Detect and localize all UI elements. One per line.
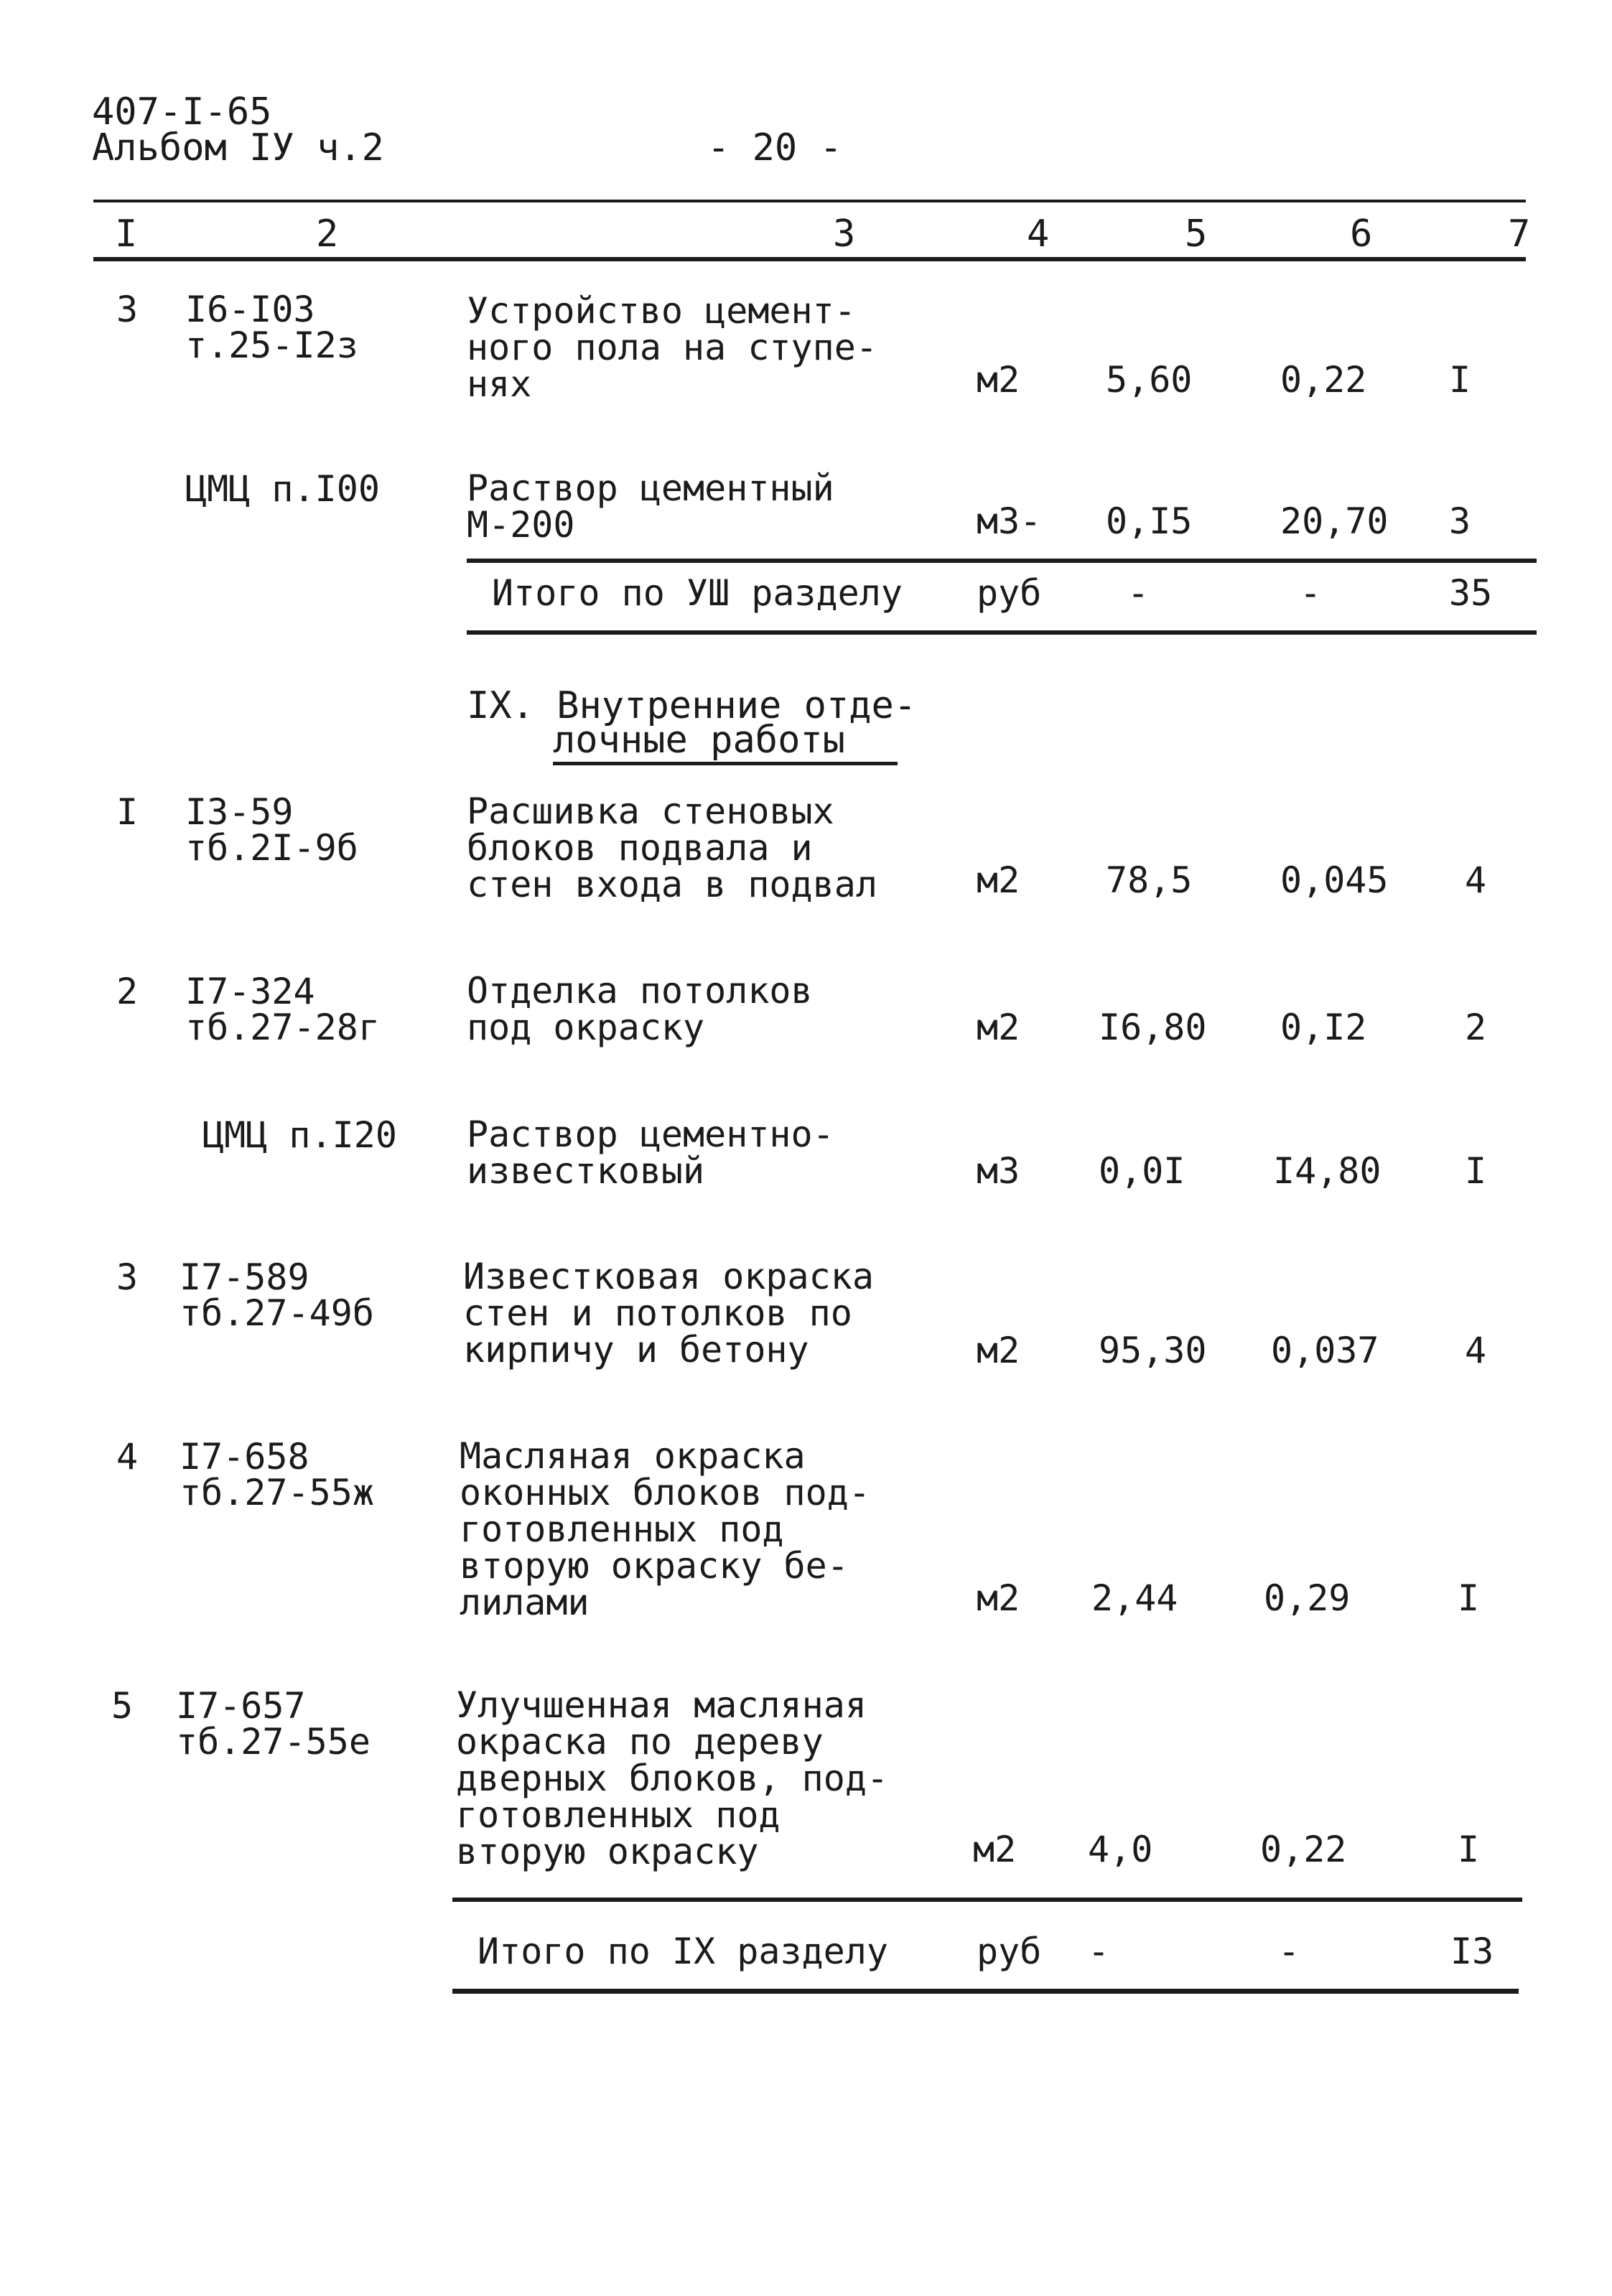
unit: м2 <box>977 1330 1020 1371</box>
unit: м3 <box>977 1150 1020 1192</box>
unit: м2 <box>977 359 1020 401</box>
total-cost: I <box>1465 1150 1487 1192</box>
norm-code: I7-658 <box>180 1436 309 1478</box>
subtotal-price: - <box>1278 1931 1300 1972</box>
col-header-1: I <box>115 213 138 256</box>
row-number: I <box>116 791 139 833</box>
col-header-7: 7 <box>1508 213 1531 256</box>
unit-cost: 0,045 <box>1280 859 1389 901</box>
norm-code: I7-657 <box>176 1685 306 1727</box>
col-header-6: 6 <box>1350 213 1373 256</box>
unit: м2 <box>973 1829 1017 1870</box>
norm-code: I6-I03 <box>185 289 315 330</box>
work-description: Расшивка стеновых блоков подвала и стен входа в подвал <box>467 790 877 905</box>
section-title-line2: лочные работы <box>553 720 898 765</box>
work-description: Устройство цемент- ного пола на ступе- нях <box>467 290 877 405</box>
unit-cost: 0,I2 <box>1280 1007 1367 1048</box>
quantity: 78,5 <box>1106 859 1193 901</box>
row-number: 2 <box>116 971 139 1012</box>
norm-code: I3-59 <box>185 791 294 833</box>
total-cost: 3 <box>1449 500 1471 542</box>
norm-code: I7-589 <box>180 1256 309 1298</box>
table-code: тб.27-49б <box>180 1292 374 1334</box>
subtotal-unit: руб <box>977 1931 1042 1972</box>
norm-code: ЦМЦ п.I00 <box>185 468 380 510</box>
page-number: - 20 - <box>707 126 842 169</box>
subtotal-label: Итого по IX разделу <box>477 1931 888 1972</box>
album-label: Альбом IУ ч.2 <box>92 126 384 169</box>
col-header-5: 5 <box>1185 213 1208 256</box>
subtotal-unit: руб <box>977 572 1042 614</box>
work-description: Улучшенная масляная окраска по дереву дверных блоков, под- готовленных под вторую окраску <box>456 1684 889 1872</box>
col-header-4: 4 <box>1027 213 1050 256</box>
quantity: 2,44 <box>1091 1577 1178 1619</box>
norm-code: I7-324 <box>185 971 315 1012</box>
subtotal-label: Итого по УШ разделу <box>492 572 903 614</box>
header-top-rule <box>93 200 1526 202</box>
work-description: Масляная окраска оконных блоков под- готовленных под вторую окраску бе- лилами <box>460 1435 870 1623</box>
total-cost: I <box>1449 359 1471 401</box>
total-cost: I <box>1458 1829 1480 1870</box>
total-cost: 2 <box>1465 1007 1487 1048</box>
unit-cost: 0,037 <box>1271 1330 1379 1371</box>
unit-cost: 0,22 <box>1280 359 1367 401</box>
subtotal-top-rule <box>467 559 1537 563</box>
quantity: 95,30 <box>1099 1330 1207 1371</box>
header-bottom-rule <box>93 257 1526 261</box>
total-cost: 4 <box>1465 1330 1487 1371</box>
work-description: Известковая окраска стен и потолков по кирпичу и бетону <box>463 1256 874 1371</box>
work-description: Раствор цементно- известковый <box>467 1114 834 1192</box>
row-number: 3 <box>116 289 139 330</box>
row-number: 4 <box>116 1436 139 1478</box>
work-description: Раствор цементный М-200 <box>467 467 834 546</box>
unit-cost: 20,70 <box>1280 500 1389 542</box>
norm-code: ЦМЦ п.I20 <box>202 1114 397 1156</box>
subtotal-total: 35 <box>1449 572 1493 614</box>
unit: м3- <box>977 500 1042 542</box>
subtotal-price: - <box>1300 572 1322 614</box>
subtotal-total: I3 <box>1450 1931 1494 1972</box>
row-number: 3 <box>116 1256 139 1298</box>
unit-cost: I4,80 <box>1273 1150 1382 1192</box>
table-code: тб.27-55ж <box>180 1472 374 1513</box>
unit: м2 <box>977 1007 1020 1048</box>
quantity: 4,0 <box>1088 1829 1153 1870</box>
table-code: тб.27-28г <box>185 1007 380 1048</box>
quantity: 0,I5 <box>1106 500 1193 542</box>
unit: м2 <box>977 859 1020 901</box>
unit-cost: 0,29 <box>1264 1577 1351 1619</box>
col-header-2: 2 <box>316 213 339 256</box>
subtotal-qty: - <box>1127 572 1150 614</box>
unit: м2 <box>977 1577 1020 1619</box>
work-description: Отделка потолков под окраску <box>467 970 813 1048</box>
total-cost: I <box>1458 1577 1480 1619</box>
unit-cost: 0,22 <box>1260 1829 1347 1870</box>
table-code: тб.2I-9б <box>185 827 358 869</box>
doc-code: 407-I-65 <box>92 90 272 134</box>
total-cost: 4 <box>1465 859 1487 901</box>
section-title-line1: IX. Внутренние отде- <box>467 684 917 727</box>
quantity: 0,0I <box>1099 1150 1185 1192</box>
quantity: 5,60 <box>1106 359 1193 401</box>
subtotal-bottom-rule <box>452 1989 1519 1994</box>
quantity: I6,80 <box>1099 1007 1207 1048</box>
col-header-3: 3 <box>833 213 856 256</box>
subtotal-qty: - <box>1088 1931 1110 1972</box>
table-code: тб.27-55е <box>176 1721 371 1763</box>
table-code: т.25-I2з <box>185 325 358 366</box>
row-number: 5 <box>111 1685 134 1727</box>
subtotal-bottom-rule <box>467 630 1537 635</box>
subtotal-top-rule <box>452 1898 1522 1902</box>
